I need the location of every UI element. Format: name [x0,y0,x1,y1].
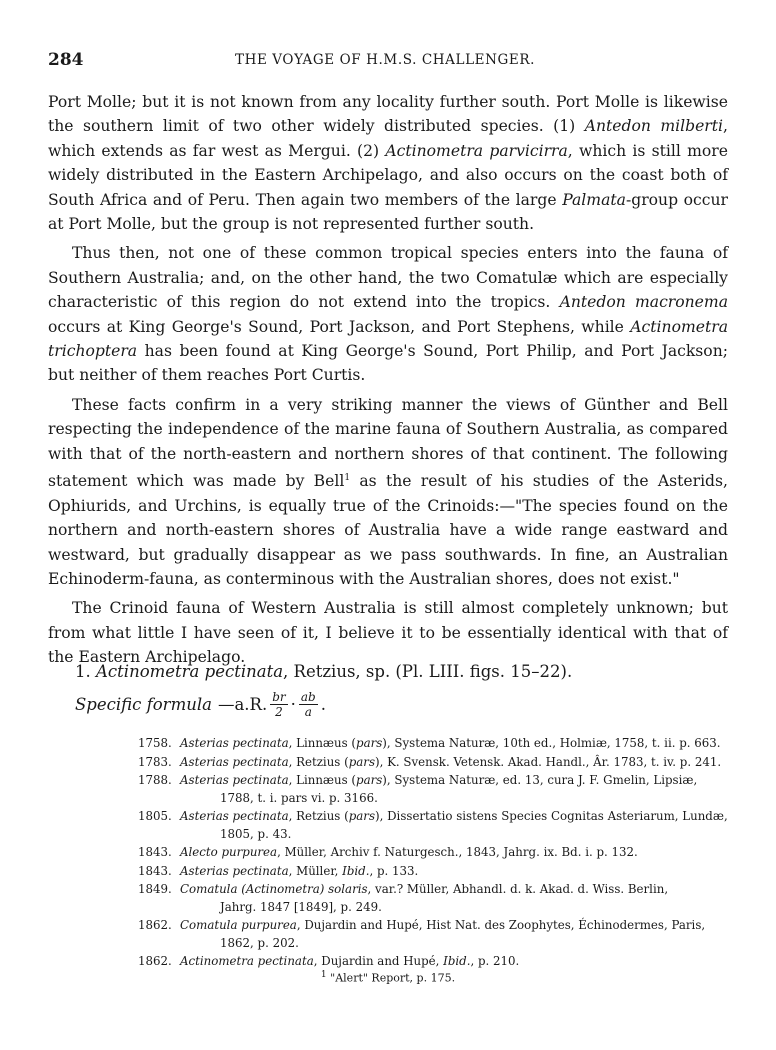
footnote-text: "Alert" Report, p. 175. [330,971,456,985]
fraction-numerator: ab [300,690,316,704]
text-run: , Retzius ( [288,754,349,769]
fraction-numerator: br [272,690,286,704]
specific-formula [75,690,326,719]
formula-fraction-2 [299,690,318,719]
text-run: , Dujardin and Hupé, Hist Nat. des Zoophytes, Échinodermes, Paris, [296,918,706,932]
synonymy-entry [138,754,728,772]
entry-year: 1862. [138,918,172,932]
formula-dot: · [290,695,296,714]
synonymy-entry [138,735,728,753]
synonymy-entry [138,863,728,881]
italic-text: pars [356,773,383,787]
text-run: , p. 210. [470,954,520,968]
synonymy-entry [138,917,728,952]
italic-text: Antedon milberti [584,117,724,136]
italic-text: Asterias pectinata [180,736,289,750]
species-heading [75,662,572,681]
formula-prefix: —a.R. [217,695,268,714]
species-authority: , Retzius, sp. (Pl. LIII. figs. 15–22). [283,662,573,681]
italic-text: Comatula (Actinometra) solaris [180,882,368,896]
running-title: THE VOYAGE OF H.M.S. CHALLENGER. [234,52,536,68]
text-run: , p. 133. [369,863,419,878]
paragraph [48,241,728,387]
italic-text: Comatula purpurea [180,918,297,932]
text-run: occurs at King George's Sound, Port Jackson, and Port Stephens, while [48,317,631,336]
entry-citation [180,953,728,971]
entry-continuation: 1805, p. 43. [220,826,292,841]
synonymy-list [138,735,728,972]
entry-year: 1862. [138,954,172,968]
text-run: , Retzius ( [288,809,349,823]
entry-year: 1788. [138,773,172,787]
entry-continuation: 1788, t. i. pars vi. p. 3166. [220,790,378,805]
entry-continuation: 1862, p. 202. [220,935,299,950]
entry-year: 1849. [138,882,172,896]
entry-year: 1843. [138,863,172,878]
text-run: , Linnæus ( [288,773,357,787]
text-run: Thus then, not one of these common tropical species enters into the fauna of Southern Australia; and, on the other hand, the two Comatulæ which are especially characteristic of this region do not extend into the tropics. [48,244,728,312]
italic-text: Actinometra parvicirra [385,141,568,160]
formula-suffix: . [320,695,326,714]
italic-text: Actinometra pectinata [180,954,314,968]
text-run: ), Systema Naturæ, ed. 13, cura J. F. Gmelin, Lipsiæ, [382,773,698,787]
text-run: These facts confirm in a very striking manner the views of Günther and Bell respecting the independence of the marine fauna of Southern Australia, as compared with that of the north-eastern and northern shores of that continent. The following statement which was made by Bell [48,395,728,491]
italic-text: Asterias pectinata [180,754,289,769]
species-number: 1. [75,662,91,681]
text-run: , which is still more widely distributed in the Eastern Archipelago, and also occurs on the coast both of South Africa and of Peru. Then again two members of the large [48,141,728,209]
text-run: The Crinoid fauna of Western Australia is still almost completely unknown; but from what little I have seen of it, I believe it to be essentially identical with that of the Eastern Archipelago. [48,599,728,667]
synonymy-entry [138,772,728,807]
paragraph [48,90,728,236]
footnote-ref: 1 [344,473,351,484]
synonymy-entry [138,808,728,843]
entry-year: 1783. [138,754,172,769]
text-run: ), Dissertatio sistens Species Cognitas Asteriarum, Lundæ, [375,809,728,823]
text-run: -group occur at Port Molle, but the group is not represented further south. [48,190,729,234]
formula-label: Specific formula [75,695,212,714]
entry-citation [180,735,728,753]
entry-year: 1758. [138,736,172,750]
page-number: 284 [48,50,84,70]
footnote [0,970,776,985]
entry-citation [180,863,728,881]
fraction-denominator: 2 [275,705,283,719]
italic-text: Alecto purpurea [180,845,278,859]
entry-year: 1805. [138,809,172,823]
body-text [48,90,728,675]
text-run: as the result of his studies of the Asterids, Ophiurids, and Urchins, is equally true of the Crinoids:—"The species found on the northern and north-eastern shores of Australia have a wide range eastward and westward, but gradually disappear as we pass southwards. In fine, an Australian Echinoderm-fauna, as conterminous with the Australian shores, does not exist." [48,472,729,588]
text-run: ), Systema Naturæ, 10th ed., Holmiæ, 1758, t. ii. p. 663. [382,736,721,750]
text-run: , which extends as far west as Mergui. (2) [48,117,728,160]
italic-text: Antedon macronema [559,293,728,312]
italic-text: pars [348,754,375,769]
entry-continuation: Jahrg. 1847 [1849], p. 249. [220,899,382,914]
formula-fraction-1 [270,690,287,719]
entry-citation [180,844,728,862]
footnote-mark: 1 [320,970,327,980]
entry-citation [180,881,728,916]
italic-text: Ibid. [443,954,471,968]
italic-text: Asterias pectinata [180,809,289,823]
text-run: , Müller, Archiv f. Naturgesch., 1843, Jahrg. ix. Bd. i. p. 132. [277,845,638,859]
entry-year: 1843. [138,845,172,859]
italic-text: pars [348,809,375,823]
synonymy-entry [138,844,728,862]
synonymy-entry [138,881,728,916]
italic-text: Asterias pectinata [180,863,289,878]
fraction-denominator: a [304,705,312,719]
text-run: , var.? Müller, Abhandl. d. k. Akad. d. Wiss. Berlin, [367,882,669,896]
italic-text: Ibid. [342,863,370,878]
entry-citation [180,808,728,843]
text-run: Port Molle; but it is not known from any locality further south. Port Molle is likewise the southern limit of two other widely distributed species. (1) [48,93,728,136]
text-run: ), K. Svensk. Vetensk. Akad. Handl., Âr. 1783, t. iv. p. 241. [375,754,722,769]
entry-citation [180,917,728,952]
species-name: Actinometra pectinata [96,662,284,681]
italic-text: pars [356,736,383,750]
paragraph [48,393,728,591]
entry-citation [180,772,728,807]
text-run: has been found at King George's Sound, Port Philip, and Port Jackson; but neither of them reaches Port Curtis. [48,342,728,385]
italic-text: Asterias pectinata [180,773,289,787]
paragraph [48,596,728,669]
text-run: , Müller, [288,863,343,878]
italic-text: Actinometra trichoptera [48,317,728,361]
text-run: , Linnæus ( [288,736,357,750]
page-header [45,50,725,72]
synonymy-entry [138,953,728,971]
italic-text: Palmata [562,190,626,209]
text-run: , Dujardin and Hupé, [313,954,444,968]
entry-citation [180,754,728,772]
